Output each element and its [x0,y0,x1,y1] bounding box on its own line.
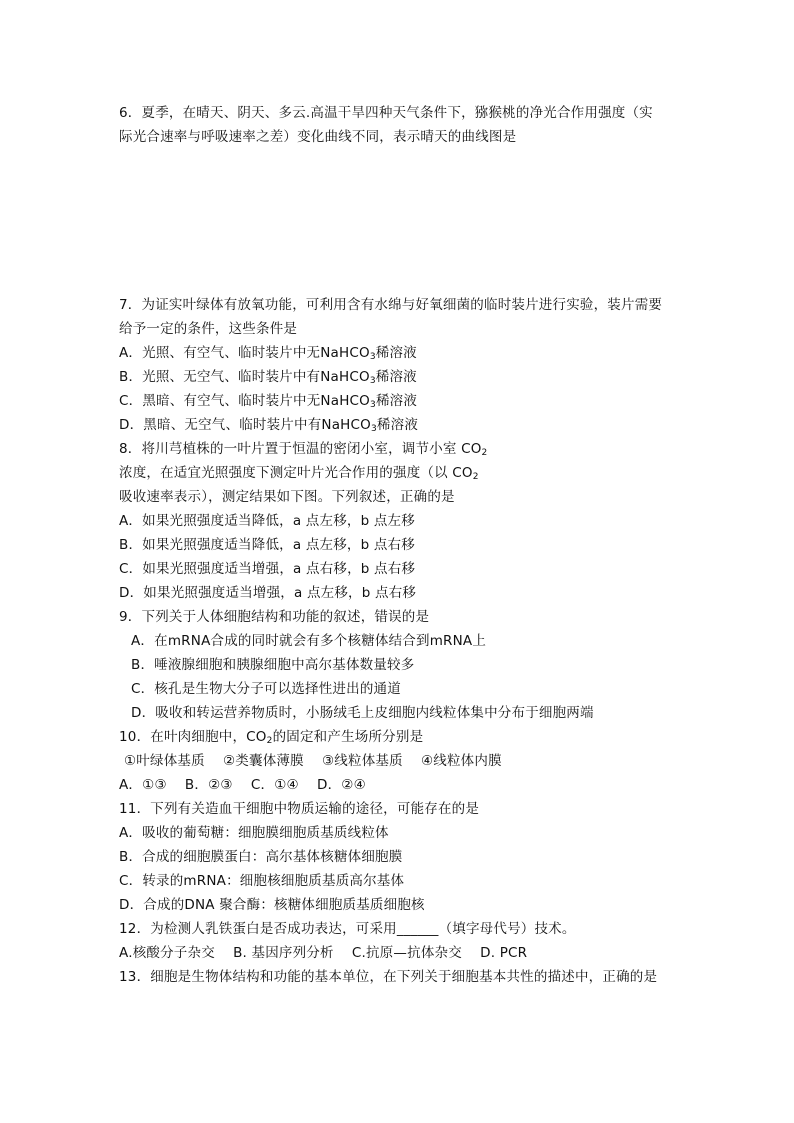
q8-stem-line2: 浓度，在适宜光照强度下测定叶片光合作用的强度（以 $CO_2$ [119,465,479,482]
q11-option-b: B．合成的细胞膜蛋白：高尔基体核糖体细胞膜 [119,849,403,865]
q11-option-d: D．合成的DNA 聚合酶：核糖体细胞质基质细胞核 [119,897,425,913]
q13-stem: 13．细胞是生物体结构和功能的基本单位，在下列关于细胞基本共性的描述中，正确的是 [119,969,658,985]
q7-stem-line1: 7．为证实叶绿体有放氧功能，可利用含有水绵与好氧细菌的临时装片进行实验，装片需要 [119,297,663,313]
q8-option-c: C．如果光照强度适当增强，a 点右移，b 点右移 [119,561,416,577]
q8-stem-line3: 吸收速率表示），测定结果如下图。下列叙述，正确的是 [119,489,455,505]
q8-option-b: B．如果光照强度适当降低，a 点左移，b 点右移 [119,537,415,553]
q7-option-a: A．光照、有空气、临时装片中无NaHCO$_3$稀溶液 [119,345,417,362]
q9-option-d: D．吸收和转运营养物质时，小肠绒毛上皮细胞内线粒体集中分布于细胞两端 [131,705,594,721]
q12-stem: 12．为检测人乳铁蛋白是否成功表达，可采用______（填字母代号）技术。 [119,921,576,937]
q10-items: ①叶绿体基质 ②类囊体薄膜 ③线粒体基质 ④线粒体内膜 [124,753,502,769]
q6-stem-line1: 6．夏季，在晴天、阴天、多云.高温干旱四种天气条件下，猕猴桃的净光合作用强度（实 [119,105,653,121]
q8-stem-line1: 8．将川芎植株的一叶片置于恒温的密闭小室，调节小室 $CO_2$ [119,441,488,458]
q9-option-b: B．唾液腺细胞和胰腺细胞中高尔基体数量较多 [131,657,415,673]
q11-option-c: C．转录的mRNA：细胞核细胞质基质高尔基体 [119,873,405,889]
q6-stem-line2: 际光合速率与呼吸速率之差）变化曲线不同，表示晴天的曲线图是 [119,129,517,145]
q6-figure-area [119,160,679,280]
q12-options: A.核酸分子杂交 B. 基因序列分析 C.抗原—抗体杂交 D. PCR [119,945,528,961]
q11-stem: 11．下列有关造血干细胞中物质运输的途径，可能存在的是 [119,801,480,817]
q7-option-d: D．黑暗、无空气、临时装片中有NaHCO$_3$稀溶液 [119,417,419,434]
q9-option-a: A．在mRNA合成的同时就会有多个核糖体结合到mRNA上 [131,633,487,649]
q8-option-d: D．如果光照强度适当增强，a 点左移，b 点右移 [119,585,417,601]
q10-stem: 10．在叶肉细胞中，$CO_2$的固定和产生场所分别是 [119,729,424,746]
q8-option-a: A．如果光照强度适当降低，a 点左移，b 点左移 [119,513,415,529]
q7-option-b: B．光照、无空气、临时装片中有NaHCO$_3$稀溶液 [119,369,417,386]
q11-option-a: A．吸收的葡萄糖：细胞膜细胞质基质线粒体 [119,825,389,841]
q9-stem: 9．下列关于人体细胞结构和功能的叙述，错误的是 [119,609,430,625]
q7-option-c: C．黑暗、有空气、临时装片中无NaHCO$_3$稀溶液 [119,393,418,410]
q7-stem-line2: 给予一定的条件，这些条件是 [119,321,298,337]
q10-options: A．①③ B．②③ C．①④ D．②④ [119,777,366,793]
q9-option-c: C．核孔是生物大分子可以选择性进出的通道 [131,681,401,697]
